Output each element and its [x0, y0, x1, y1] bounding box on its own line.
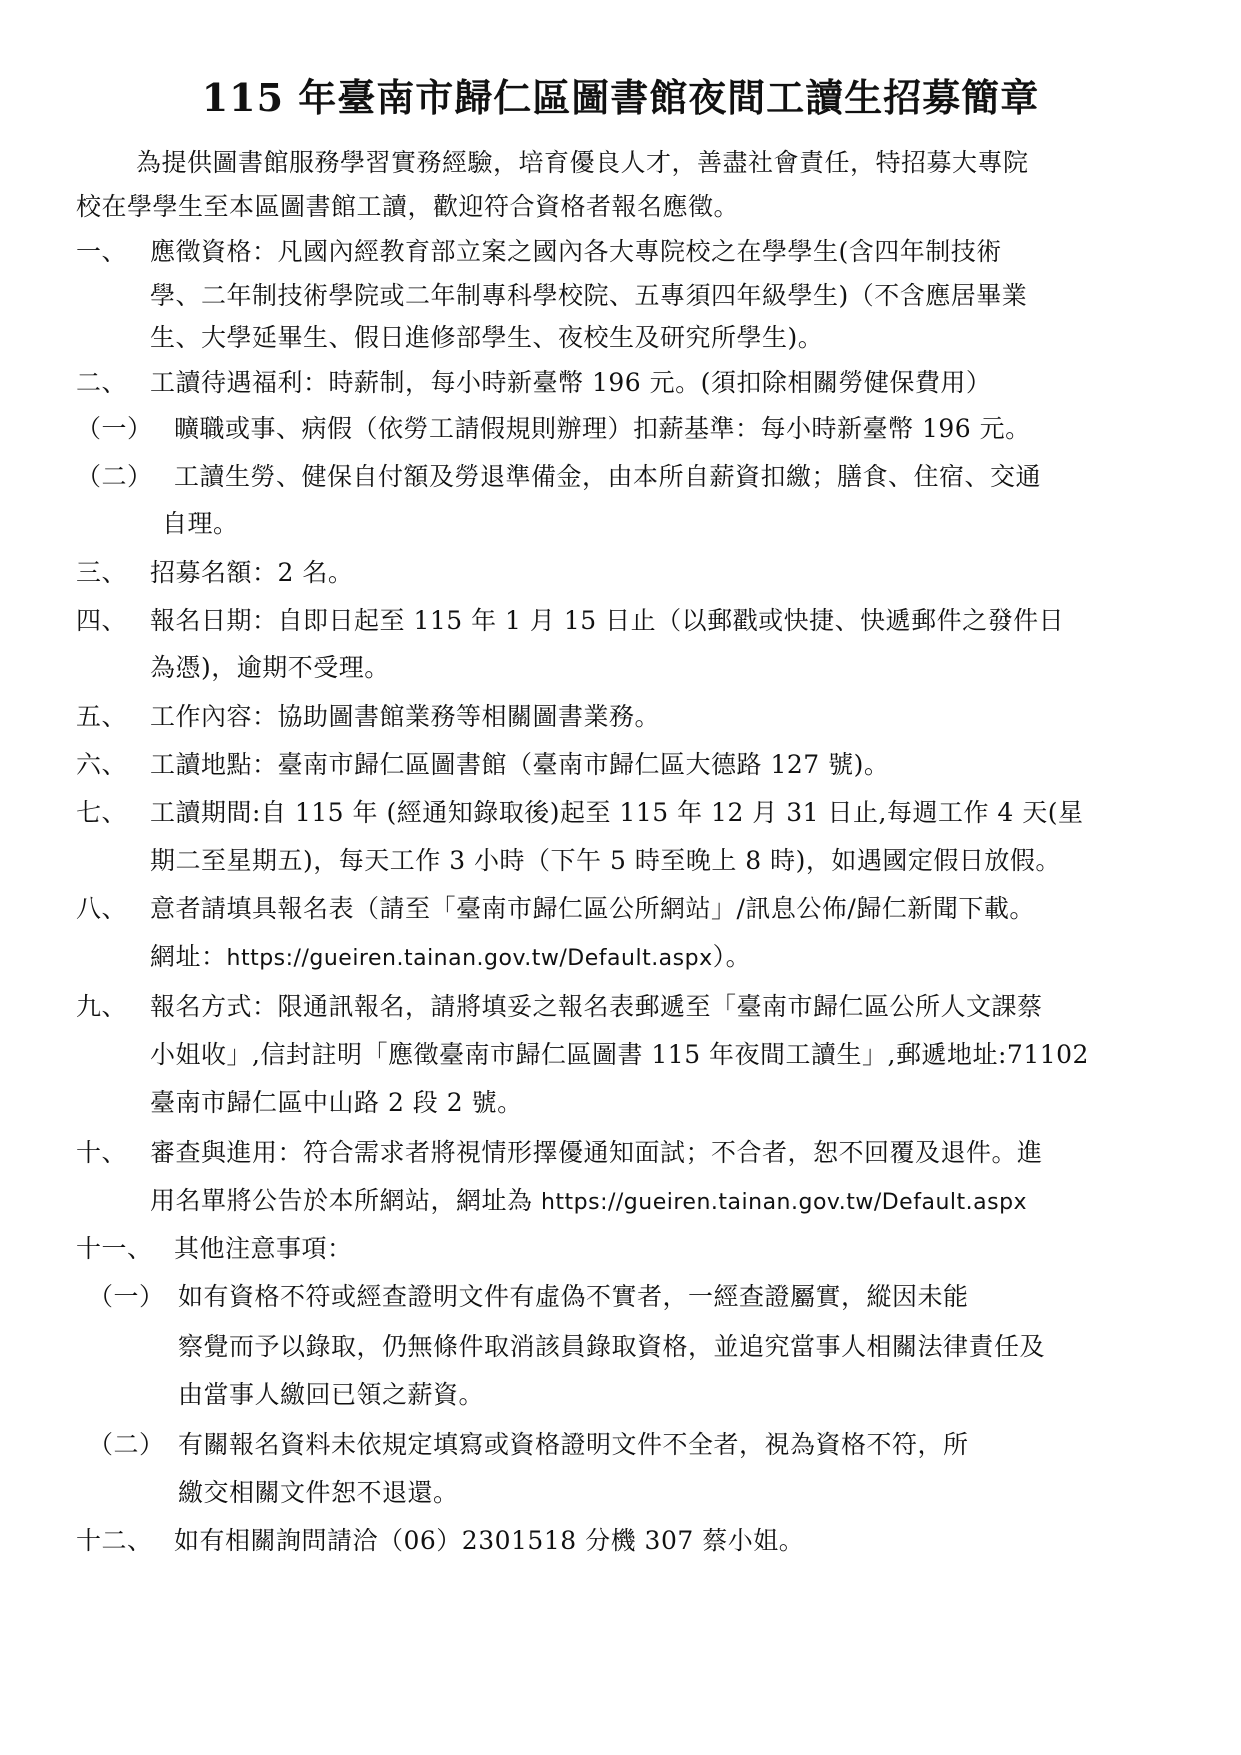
url-suffix: ）。 — [712, 942, 752, 971]
section-text: 繳交相關文件恕不退還。 — [178, 1478, 459, 1507]
intro-line: 校在學學生至本區圖書館工讀，歡迎符合資格者報名應徵。 — [76, 192, 740, 221]
section-text: 如有相關詢問請洽（06）2301518 分機 307 蔡小姐。 — [174, 1526, 805, 1555]
section-text: 應徵資格：凡國內經教育部立案之國內各大專院校之在學學生(含四年制技術 — [150, 237, 1002, 266]
section-text: 為憑)，逾期不受理。 — [150, 653, 390, 682]
url-label: 用名單將公告於本所網站，網址為 — [150, 1186, 541, 1215]
section-number: 七、 — [76, 798, 128, 827]
section-text: 小姐收」,信封註明「應徵臺南市歸仁區圖書 115 年夜間工讀生」,郵遞地址:71102 — [150, 1040, 1089, 1069]
section-text: 意者請填具報名表（請至「臺南市歸仁區公所網站」/訊息公佈/歸仁新聞下載。 — [150, 894, 1035, 923]
website-link[interactable]: https://gueiren.tainan.gov.tw/Default.aspx — [226, 946, 713, 971]
section-number: 一、 — [76, 237, 128, 266]
section-number: 四、 — [76, 606, 128, 635]
section-text: 臺南市歸仁區中山路 2 段 2 號。 — [150, 1088, 523, 1117]
section-number: 五、 — [76, 702, 128, 731]
intro-line: 為提供圖書館服務學習實務經驗，培育優良人才，善盡社會責任，特招募大專院 — [136, 148, 1029, 177]
section-number: 三、 — [76, 558, 128, 587]
section-text: 學、二年制技術學院或二年制專科學校院、五專須四年級學生)（不含應居畢業 — [150, 281, 1028, 310]
section-text: 審查與進用：符合需求者將視情形擇優通知面試；不合者，恕不回覆及退件。進 — [150, 1138, 1043, 1167]
section-text: 期二至星期五)，每天工作 3 小時（下午 5 時至晚上 8 時)，如遇國定假日放假。 — [150, 846, 1061, 875]
section-text: 曠職或事、病假（依勞工請假規則辦理）扣薪基準：每小時新臺幣 196 元。 — [174, 414, 1031, 443]
url-line — [150, 940, 751, 976]
section-number: 十、 — [76, 1138, 128, 1167]
section-text: 工讀待遇福利：時薪制，每小時新臺幣 196 元。(須扣除相關勞健保費用） — [150, 368, 992, 397]
section-text: 有關報名資料未依規定填寫或資格證明文件不全者，視為資格不符，所 — [178, 1430, 969, 1459]
section-text: 工讀期間:自 115 年 (經通知錄取後)起至 115 年 12 月 31 日止,每週工作 4 天(星 — [150, 798, 1084, 827]
section-number: 九、 — [76, 992, 128, 1021]
section-text: 工作內容：協助圖書館業務等相關圖書業務。 — [150, 702, 661, 731]
section-number: 六、 — [76, 750, 128, 779]
section-number: （二） — [88, 1430, 165, 1459]
section-text: 自理。 — [162, 509, 239, 538]
section-number: 十一、 — [76, 1234, 153, 1263]
section-number: 八、 — [76, 894, 128, 923]
section-text: 工讀生勞、健保自付額及勞退準備金，由本所自薪資扣繳；膳食、住宿、交通 — [174, 462, 1042, 491]
section-text: 招募名額：2 名。 — [150, 558, 354, 587]
section-text: 工讀地點：臺南市歸仁區圖書館（臺南市歸仁區大德路 127 號)。 — [150, 750, 890, 779]
url-label: 網址： — [150, 942, 227, 971]
section-text: 生、大學延畢生、假日進修部學生、夜校生及研究所學生)。 — [150, 323, 824, 352]
website-link[interactable]: https://gueiren.tainan.gov.tw/Default.aspx — [540, 1190, 1028, 1215]
section-text: 報名方式：限通訊報名，請將填妥之報名表郵遞至「臺南市歸仁區公所人文課蔡 — [150, 992, 1043, 1021]
section-number: （二） — [76, 462, 153, 491]
section-number: 二、 — [76, 368, 128, 397]
section-number: （一） — [76, 414, 153, 443]
page-title: 115 年臺南市歸仁區圖書館夜間工讀生招募簡章 — [201, 75, 1040, 120]
section-text: 由當事人繳回已領之薪資。 — [178, 1380, 485, 1409]
section-number: （一） — [88, 1282, 165, 1311]
section-text: 如有資格不符或經查證明文件有虛偽不實者，一經查證屬實，縱因未能 — [178, 1282, 969, 1311]
section-number: 十二、 — [76, 1526, 153, 1555]
section-text: 察覺而予以錄取，仍無條件取消該員錄取資格，並追究當事人相關法律責任及 — [178, 1332, 1046, 1361]
section-text: 報名日期：自即日起至 115 年 1 月 15 日止（以郵戳或快捷、快遞郵件之發件日 — [150, 606, 1065, 635]
section-text: 其他注意事項： — [174, 1234, 353, 1263]
url-line — [150, 1184, 1027, 1220]
